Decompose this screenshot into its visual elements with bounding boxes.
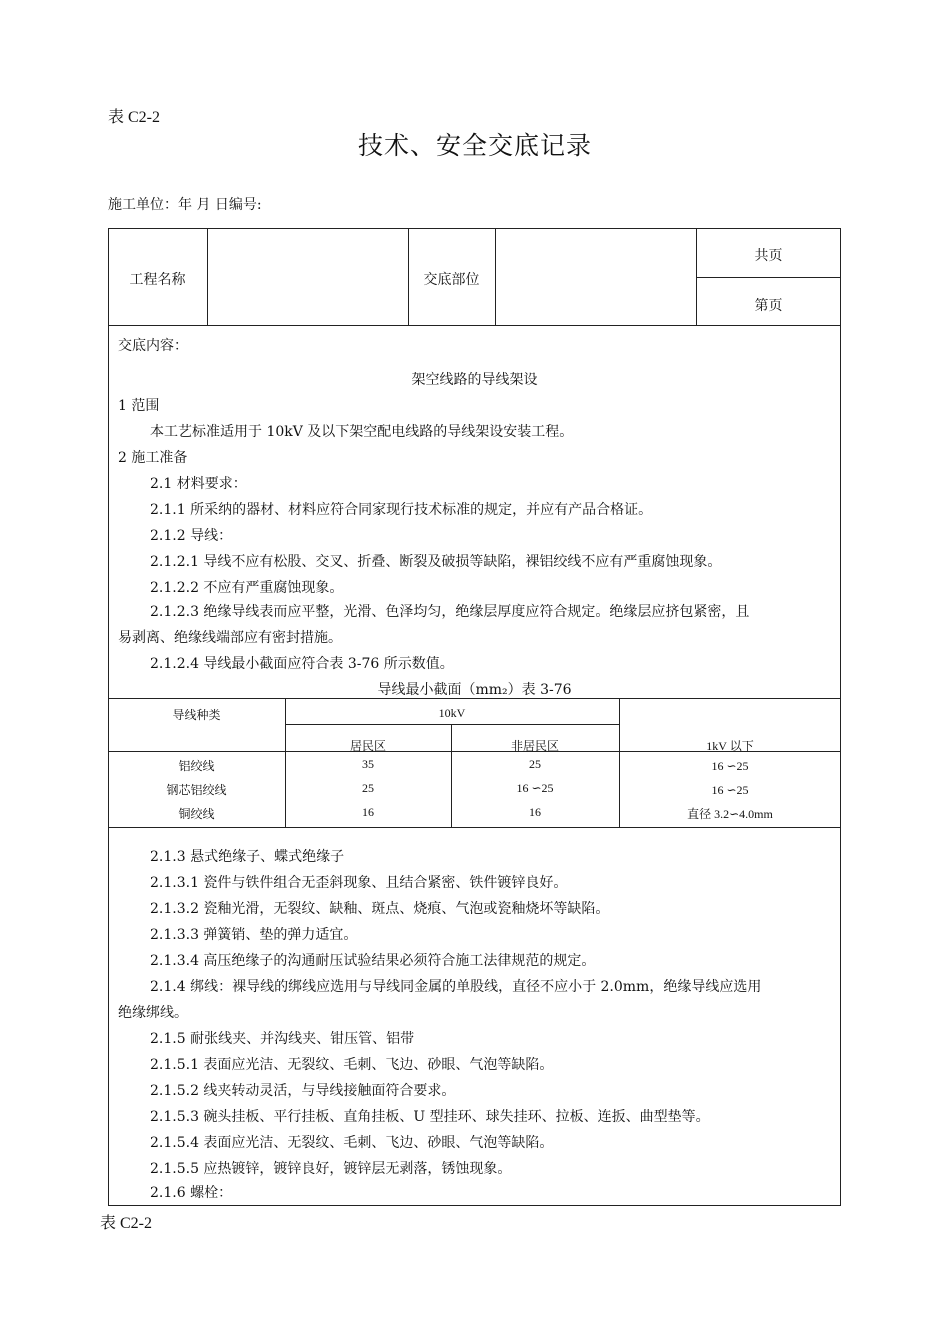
table-caption: 导线最小截面（mm₂）表 3-76 bbox=[377, 682, 572, 698]
total-pages-label: 共页 bbox=[754, 248, 783, 264]
grid-line bbox=[696, 277, 841, 278]
form-number: 表 C2-2 bbox=[108, 109, 161, 126]
table-cell: 16 ∽25 bbox=[711, 783, 749, 797]
grid-line bbox=[495, 228, 496, 326]
paragraph-line: 2.1.3.2 瓷釉光滑，无裂纹、缺釉、斑点、烧痕、气泡或瓷釉烧坏等缺陷。 bbox=[150, 901, 610, 917]
grid-line bbox=[108, 325, 841, 326]
grid-line bbox=[285, 724, 619, 725]
paragraph-line: 2.1.5.5 应热镀锌，镀锌良好，镀锌层无剥落，锈蚀现象。 bbox=[150, 1161, 512, 1177]
table-cell: 铝绞线 bbox=[178, 759, 215, 773]
page-number-label: 第页 bbox=[754, 298, 783, 314]
table-cell: 25 bbox=[529, 757, 541, 771]
paragraph-line: 2.1.2.4 导线最小截面应符合表 3-76 所示数值。 bbox=[150, 656, 454, 672]
project-name-label: 工程名称 bbox=[129, 272, 186, 288]
paragraph-line: 2.1.3.3 弹簧销、垫的弹力适宜。 bbox=[150, 927, 358, 943]
paragraph-line: 2.1.5.2 线夹转动灵活，与导线接触面符合要求。 bbox=[150, 1083, 456, 1099]
paragraph-line: 2.1.5 耐张线夹、并沟线夹、钳压管、铝带 bbox=[150, 1031, 415, 1047]
header-wire-type: 导线种类 bbox=[172, 708, 221, 722]
table-cell: 直径 3.2∽4.0mm bbox=[687, 807, 773, 821]
header-1kv-below: 1kV 以下 bbox=[706, 739, 754, 753]
paragraph-line: 2.1.6 螺栓： bbox=[150, 1185, 233, 1201]
grid-line bbox=[108, 698, 841, 699]
paragraph-line: 2.1.5.3 碗头挂板、平行挂板、直角挂板、U 型挂环、球失挂环、拉板、连扳、曲型垫等。 bbox=[150, 1109, 710, 1125]
grid-line bbox=[207, 228, 208, 326]
paragraph-line: 2.1.5.4 表面应光洁、无裂纹、毛刺、飞边、砂眼、气泡等缺陷。 bbox=[150, 1135, 554, 1151]
paragraph-line: 本工艺标准适用于 10kV 及以下架空配电线路的导线架设安装工程。 bbox=[150, 424, 574, 440]
section-heading: 2 施工准备 bbox=[118, 450, 188, 466]
paragraph-line: 2.1.2.2 不应有严重腐蚀现象。 bbox=[150, 580, 344, 596]
header-10kv: 10kV bbox=[438, 706, 466, 720]
paragraph-line: 2.1.2.1 导线不应有松股、交叉、折叠、断裂及破损等缺陷，裸铝绞线不应有严重腐蚀现象。 bbox=[150, 554, 722, 570]
paragraph-line: 2.1 材料要求： bbox=[150, 476, 247, 492]
paragraph-line: 易剥离、绝缘线端部应有密封措施。 bbox=[118, 630, 342, 646]
paragraph-line: 绝缘绑线。 bbox=[118, 1005, 188, 1021]
paragraph-line: 2.1.5.1 表面应光洁、无裂纹、毛刺、飞边、砂眼、气泡等缺陷。 bbox=[150, 1057, 554, 1073]
location-label: 交底部位 bbox=[423, 272, 480, 288]
table-cell: 16 ∽25 bbox=[516, 781, 554, 795]
form-number-footer: 表 C2-2 bbox=[100, 1215, 153, 1232]
grid-line bbox=[108, 827, 841, 828]
header-residential: 居民区 bbox=[349, 739, 386, 753]
paragraph-line: 2.1.3 悬式绝缘子、蝶式绝缘子 bbox=[150, 849, 345, 865]
document-title: 架空线路的导线架设 bbox=[411, 372, 538, 388]
page-title: 技术、安全交底记录 bbox=[357, 131, 592, 160]
table-cell: 25 bbox=[362, 781, 374, 795]
table-cell: 16 bbox=[362, 805, 374, 819]
paragraph-line: 2.1.2 导线： bbox=[150, 528, 233, 544]
table-cell: 钢芯铝绞线 bbox=[166, 783, 227, 797]
paragraph-line: 2.1.2.3 绝缘导线表而应平整，光滑、色泽均匀，绝缘层厚度应符合规定。绝缘层应挤包紧密，且 bbox=[150, 604, 750, 620]
paragraph-line: 2.1.3.1 瓷件与铁件组合无歪斜现象、且结合紧密、铁件镀锌良好。 bbox=[150, 875, 568, 891]
table-cell: 铜绞线 bbox=[178, 807, 215, 821]
table-cell: 35 bbox=[362, 757, 374, 771]
content-label: 交底内容： bbox=[118, 338, 188, 354]
paragraph-line: 2.1.3.4 高压绝缘子的沟通耐压试验结果必须符合施工法律规范的规定。 bbox=[150, 953, 596, 969]
table-cell: 16 bbox=[529, 805, 541, 819]
meta-line: 施工单位：年 月 日编号: bbox=[108, 197, 262, 213]
header-non-residential: 非居民区 bbox=[510, 739, 559, 753]
paragraph-line: 2.1.4 绑线：裸导线的绑线应选用与导线同金属的单股线，直径不应小于 2.0mm，绝缘导线应选用 bbox=[150, 979, 762, 995]
paragraph-line: 2.1.1 所采纳的器材、材料应符合同家现行技术标准的规定，并应有产品合格证。 bbox=[150, 502, 653, 518]
section-heading: 1 范围 bbox=[118, 398, 160, 414]
table-cell: 16 ∽25 bbox=[711, 759, 749, 773]
